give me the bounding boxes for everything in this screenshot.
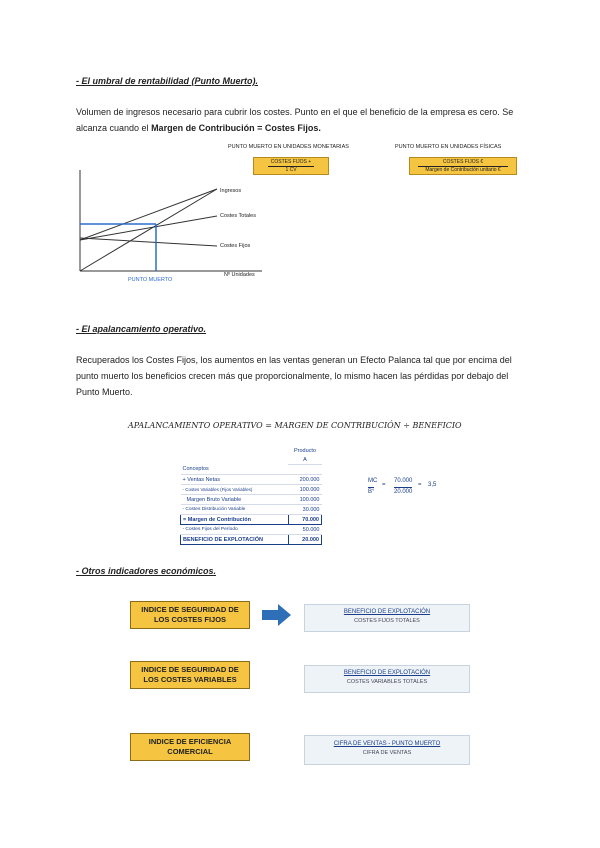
heading-apalancamiento: - El apalancamiento operativo. (76, 324, 207, 334)
pl-col-header-1: Producto (293, 447, 316, 454)
calc-result: 3,5 (428, 482, 437, 488)
indicator-formula-denominator: COSTES VARIABLES TOTALES (346, 679, 428, 685)
formula-monetary-numerator: COSTES FIJOS + (268, 159, 314, 167)
calc-eq-2: = (418, 482, 422, 488)
label-monetary-units: PUNTO MUERTO EN UNIDADES MONETARIAS (228, 144, 349, 150)
heading-otros-indicadores: - Otros indicadores económicos. (76, 566, 217, 576)
indicator-name-line2: LOS COSTES VARIABLES (143, 675, 237, 684)
indicator-fixed-costs-formula (304, 604, 470, 632)
pl-row (181, 535, 322, 545)
indicator-name-line2: LOS COSTES FIJOS (153, 615, 227, 624)
formula-apalancamiento: APALANCAMIENTO OPERATIVO = MARGEN DE CONTRIBUCIÓN ÷ BENEFICIO (128, 421, 462, 430)
indicator-variable-costs-formula (304, 665, 470, 693)
break-even-bold: Margen de Contribución = Costes Fijos. (151, 123, 321, 133)
line-ingresos-origin (80, 189, 217, 271)
indicator-name-line1: INDICE DE EFICIENCIA (148, 737, 232, 746)
label-physical-units: PUNTO MUERTO EN UNIDADES FÍSICAS (395, 144, 502, 150)
leverage-calc (368, 476, 448, 498)
indicator-commercial-efficiency-box (130, 733, 250, 761)
pl-row-value: 100.000 (288, 495, 321, 505)
line-costes-fijos (80, 238, 217, 246)
pl-row (181, 485, 322, 495)
pl-row (181, 525, 322, 535)
line-costes-totales (80, 216, 217, 240)
calc-eq-1: = (382, 482, 386, 488)
pl-col-header-2: A (288, 455, 321, 465)
pl-row-label: + Ventas Netas (181, 475, 289, 485)
chart-label-costes-fijos: Costes Fijos (220, 243, 251, 249)
indicator-formula-numerator: CIFRA DE VENTAS - PUNTO MUERTO (333, 741, 441, 747)
indicator-name-line1: INDICE DE SEGURIDAD DE (141, 605, 239, 614)
pl-row-label: Conceptos (181, 465, 289, 475)
pl-row-value: 70.000 (288, 515, 321, 525)
pl-row-value: 30.000 (288, 505, 321, 515)
indicator-fixed-costs-box (130, 601, 250, 629)
pl-row-label: Margen Bruto Variable (181, 495, 289, 505)
pl-row-label: BENEFICIO DE EXPLOTACIÓN (181, 535, 289, 545)
pl-row (181, 495, 322, 505)
calc-b-label: B° (368, 489, 375, 495)
formula-physical-numerator: COSTES FIJOS € (418, 159, 508, 167)
pl-table (180, 446, 322, 545)
formula-physical-box (409, 157, 517, 175)
pl-row-value: 200.000 (288, 475, 321, 485)
indicator-name-line1: INDICE DE SEGURIDAD DE (141, 665, 239, 674)
formula-physical-denominator: Margen de Contribución unitario € (425, 167, 501, 173)
indicator-formula-numerator: BENEFICIO DE EXPLOTACIÓN (343, 609, 431, 615)
indicator-formula-denominator: CIFRA DE VENTAS (362, 750, 412, 756)
pl-row-label: - Costes Variables (Fijos Variables) (181, 485, 289, 495)
indicator-variable-costs-box (130, 661, 250, 689)
paragraph-break-even (76, 104, 528, 136)
pl-row-value: 100.000 (288, 485, 321, 495)
pl-row (181, 505, 322, 515)
calc-b-value: 20.000 (394, 489, 413, 495)
chart-punto-muerto-label: PUNTO MUERTO (128, 277, 173, 283)
chart-label-ingresos: Ingresos (220, 188, 242, 194)
chart-label-costes-totales: Costes Totales (220, 213, 256, 219)
pl-row-value (288, 465, 321, 475)
indicator-formula-denominator: COSTES FIJOS TOTALES (354, 618, 420, 624)
pl-row-label: = Margen de Contribución (181, 515, 289, 525)
indicator-commercial-efficiency-formula (304, 735, 470, 765)
pl-row (181, 465, 322, 475)
calc-mc-value: 70.000 (394, 478, 413, 484)
pl-row-value: 50.000 (288, 525, 321, 535)
pl-row-label: - Costes Distribución Variable (181, 505, 289, 515)
pl-row (181, 515, 322, 525)
break-even-chart (72, 160, 272, 290)
line-ingresos (80, 189, 217, 240)
heading-break-even: - El umbral de rentabilidad (Punto Muerto). (76, 76, 259, 86)
formula-monetary-denominator: 1 CV (285, 167, 297, 173)
arrow-right-icon (262, 604, 292, 626)
pl-row-value: 20.000 (288, 535, 321, 545)
pl-row-label: - Costes Fijos del Período (181, 525, 289, 535)
calc-mc-label: MC (368, 478, 378, 484)
indicator-formula-numerator: BENEFICIO DE EXPLOTACIÓN (343, 670, 431, 676)
break-even-text: Volumen de ingresos necesario para cubrir los costes. Punto en el que el beneficio de la empresa es cero. Se alcanza cuando el (76, 107, 514, 133)
pl-row (181, 475, 322, 485)
indicator-name-line2: COMERCIAL (167, 747, 213, 756)
chart-x-label: Nº Unidades (224, 272, 255, 278)
paragraph-apalancamiento: Recuperados los Costes Fijos, los aumentos en las ventas generan un Efecto Palanca tal que por encima del punto muerto los beneficios crecen más que proporcionalmente, lo mismo hacen las pérdidas por debajo del Punto Muerto. (76, 355, 512, 397)
